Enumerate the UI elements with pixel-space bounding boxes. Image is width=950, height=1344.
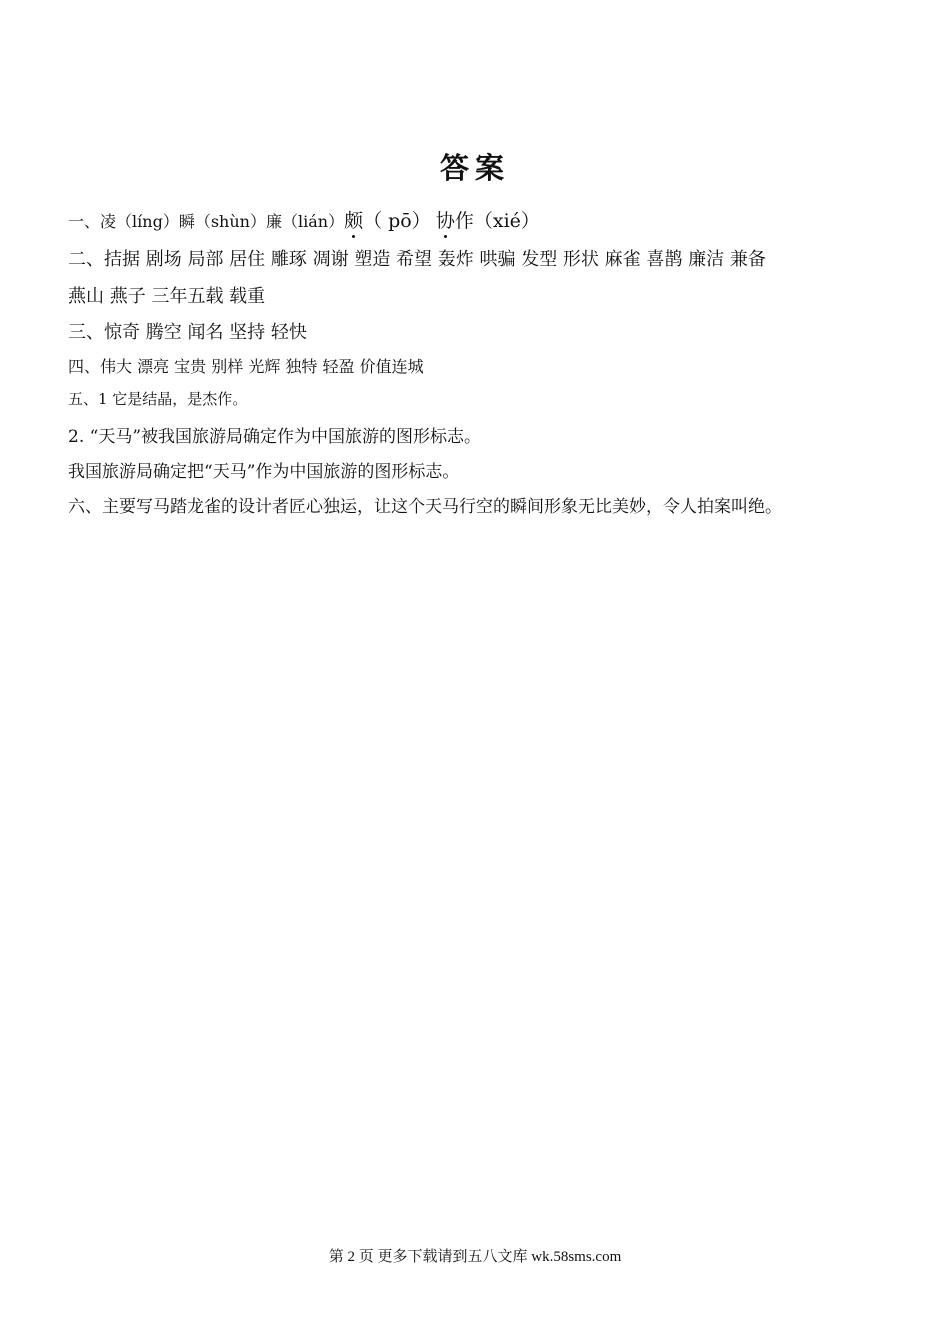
answer-section-2-line-1: 二、拮据 剧场 局部 居住 雕琢 凋谢 塑造 希望 轰炸 哄骗 发型 形状 麻雀 喜鹊 廉洁 兼备	[68, 249, 766, 270]
pinyin-ling: （líng）	[116, 212, 179, 231]
char-po-emphasis: 颇	[344, 206, 363, 233]
pinyin-lian: （lián）	[282, 212, 345, 231]
answer-section-4: 四、伟大 漂亮 宝贵 别样 光辉 独特 轻盈 价值连城	[68, 357, 424, 376]
answer-section-1	[68, 206, 540, 233]
page-title: 答案	[439, 151, 510, 185]
answer-section-2-line-2: 燕山 燕子 三年五载 载重	[68, 286, 266, 307]
answer-section-5-item-2b: 我国旅游局确定把“天马”作为中国旅游的图形标志。	[68, 462, 460, 482]
answer-section-5-item-2a: 2. “天马”被我国旅游局确定作为中国旅游的图形标志。	[68, 427, 482, 447]
pinyin-shun: （shùn）	[194, 212, 266, 231]
char-lian: 廉	[265, 212, 282, 231]
page-footer: 第 2 页 更多下载请到五八文库 wk.58sms.com	[328, 1249, 622, 1265]
section-1-prefix: 一、	[68, 212, 101, 231]
answer-section-5-item-1: 五、1 它是结晶，是杰作。	[68, 390, 248, 408]
answer-section-3: 三、惊奇 腾空 闻名 坚持 轻快	[68, 322, 307, 343]
pinyin-po: （ pō）	[363, 210, 431, 232]
char-shun: 瞬	[178, 212, 195, 231]
answer-section-6: 六、主要写马踏龙雀的设计者匠心独运，让这个天马行空的瞬间形象无比美妙，令人拍案叫绝。	[68, 497, 782, 517]
pinyin-xie: 作（xié）	[454, 210, 540, 232]
char-ling: 凌	[100, 212, 117, 231]
char-xie-emphasis: 协	[436, 206, 455, 233]
